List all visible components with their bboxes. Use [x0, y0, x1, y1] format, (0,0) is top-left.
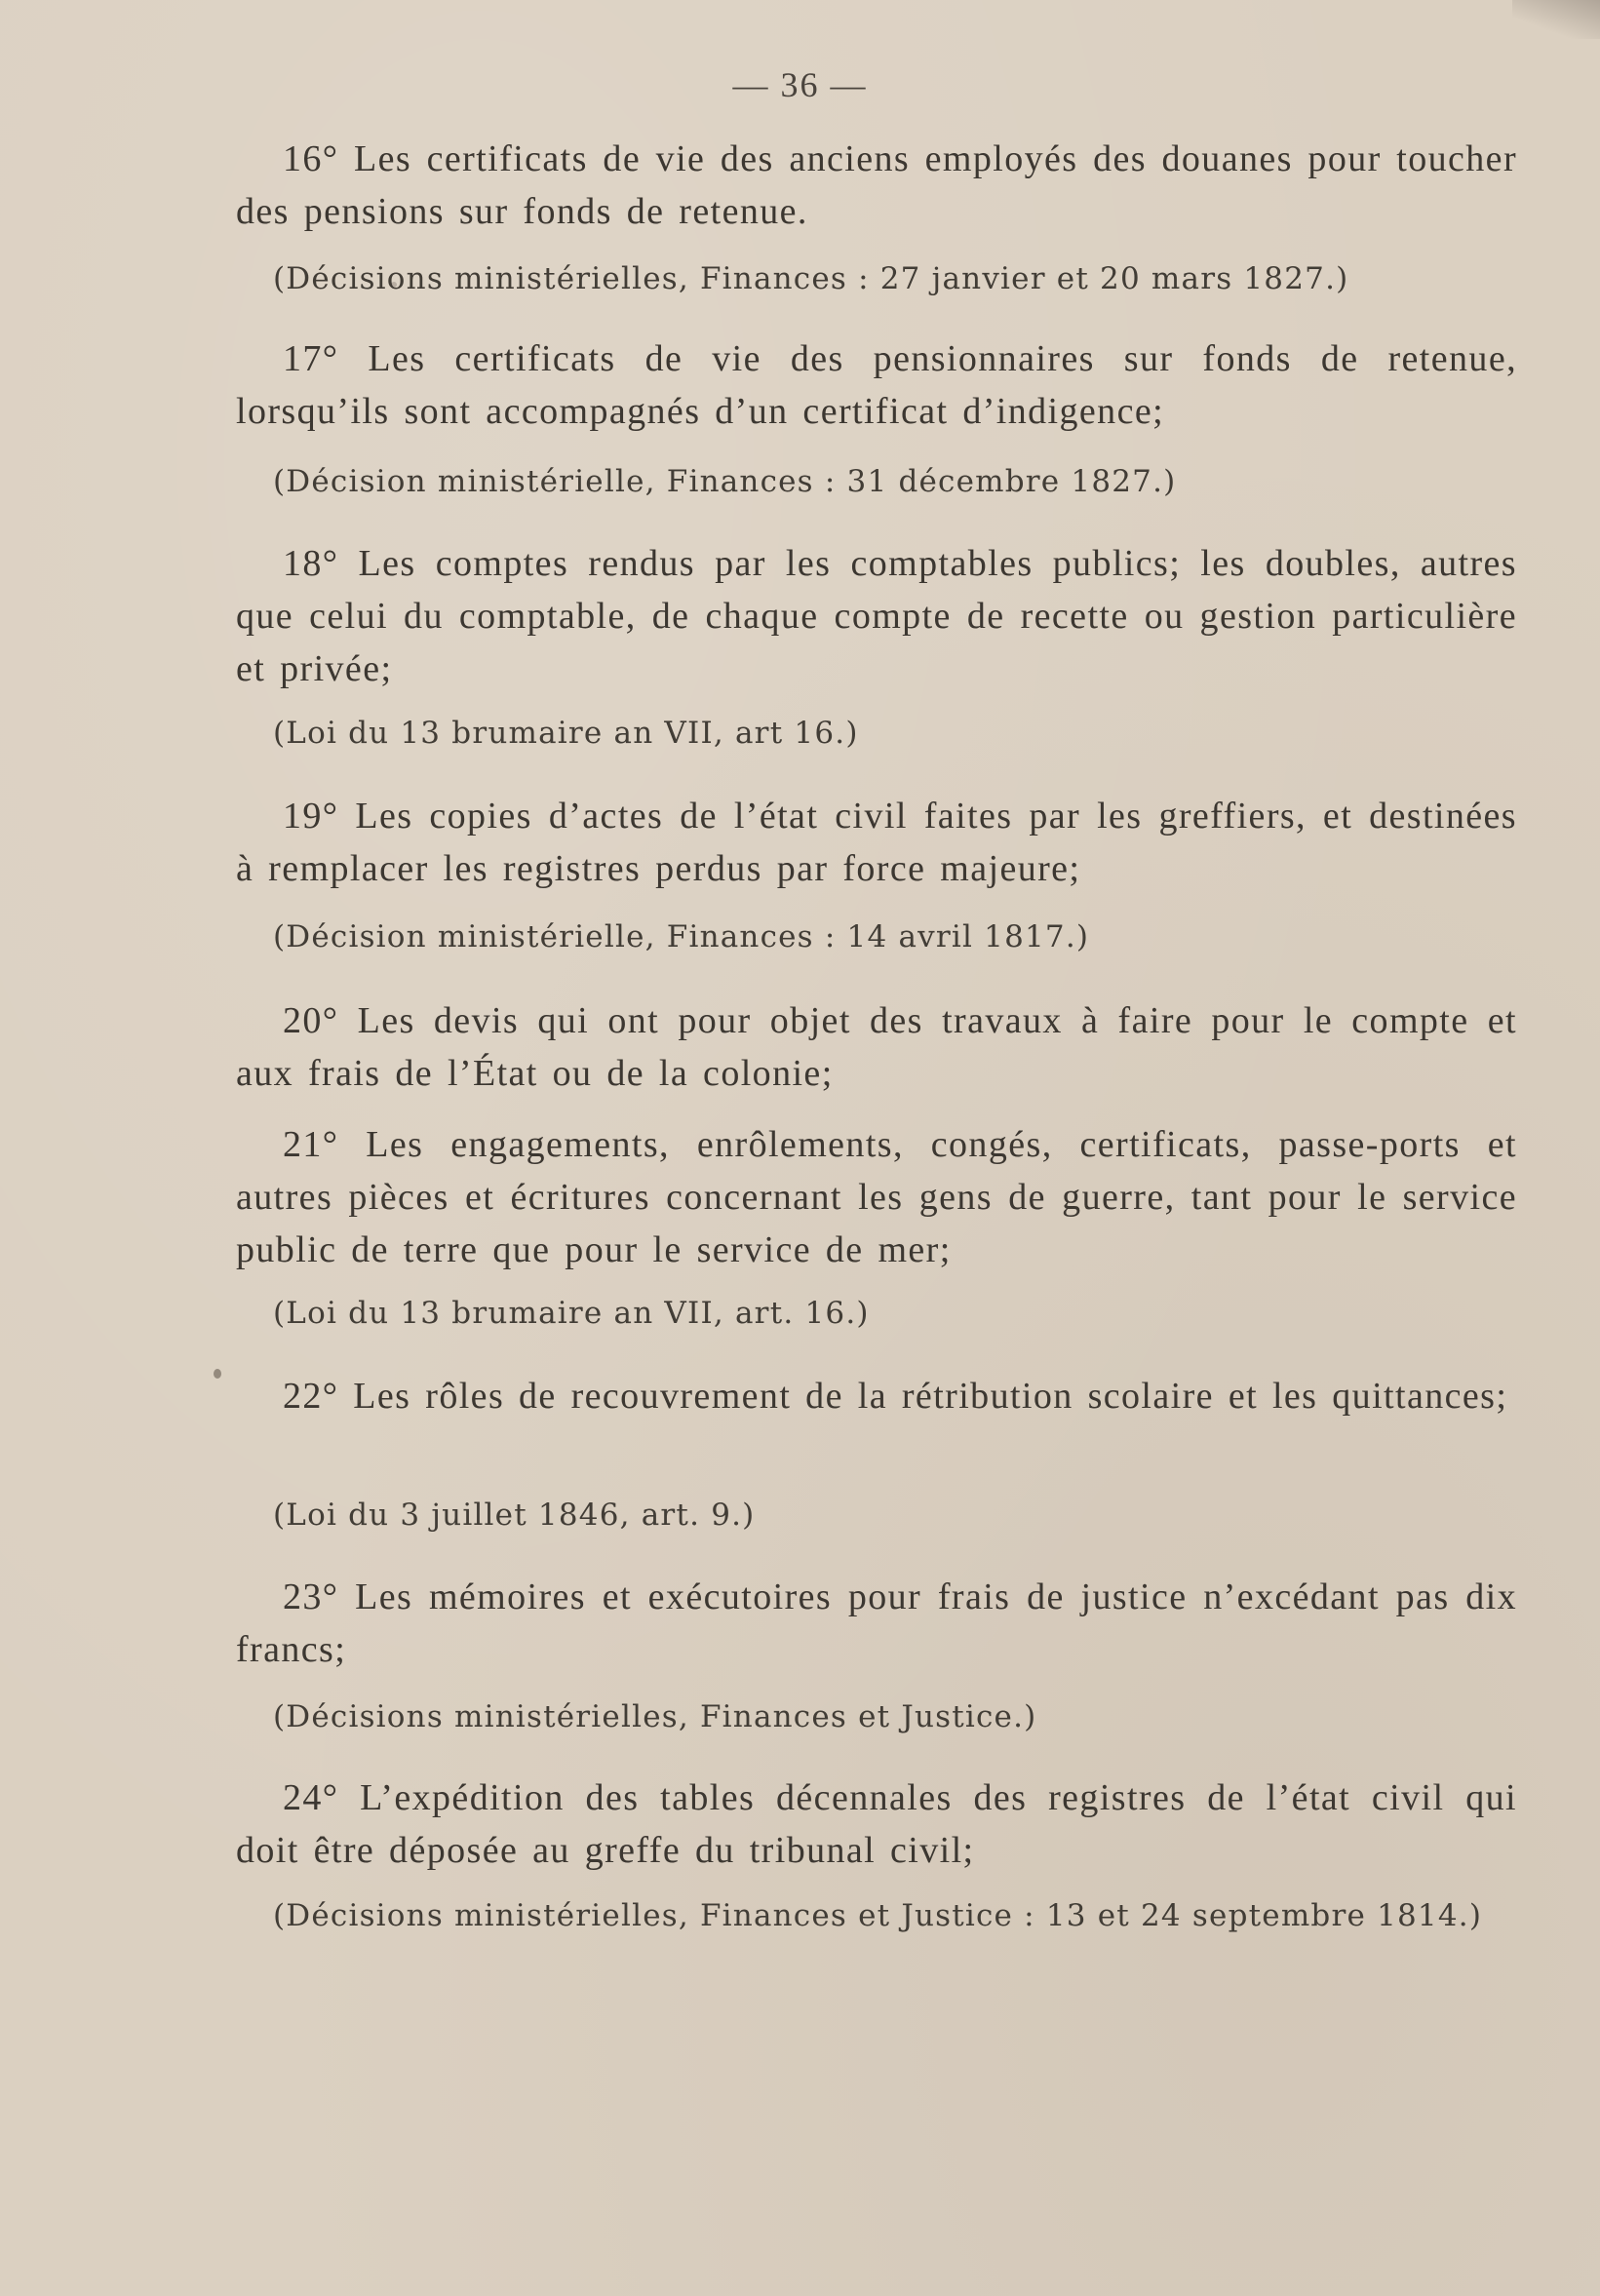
ink-spot — [214, 1369, 221, 1379]
entry-text: 16° Les certificats de vie des anciens employés des douanes pour toucher des pensions sur fonds de retenue. — [236, 138, 1517, 232]
entry-text: 24° L’expédition des tables décennales des registres de l’état civil qui doit être déposée au greffe du tribunal civil; — [236, 1777, 1517, 1871]
entry-reference: (Décisions ministérielles, Finances : 27 janvier et 20 mars 1827.) — [273, 261, 1349, 296]
entry-reference: (Décision ministérielle, Finances : 31 décembre 1827.) — [273, 464, 1177, 499]
entry-18-reference — [236, 714, 1517, 753]
page-number: — 36 — — [732, 65, 868, 104]
entry-22 — [236, 1370, 1517, 1422]
entry-20 — [236, 994, 1517, 1100]
entry-19-reference — [236, 917, 1517, 956]
entry-19 — [236, 790, 1517, 895]
entry-24 — [236, 1771, 1517, 1877]
entry-18 — [236, 537, 1517, 695]
entry-reference: (Loi du 13 brumaire an VII, art 16.) — [273, 716, 859, 751]
entry-text: 23° Les mémoires et exécutoires pour frais de justice n’excédant pas dix francs; — [236, 1576, 1517, 1670]
entry-23-reference — [236, 1697, 1517, 1736]
entry-text: 22° Les rôles de recouvrement de la rétribution scolaire et les quittances; — [283, 1376, 1508, 1417]
entry-22-reference — [236, 1496, 1517, 1535]
entry-text: 19° Les copies d’actes de l’état civil faites par les greffiers, et destinées à remplacer les registres perdus par force majeure; — [236, 796, 1517, 889]
entry-17 — [236, 332, 1517, 438]
entry-23 — [236, 1571, 1517, 1676]
entry-16 — [236, 133, 1517, 238]
entry-reference: (Décisions ministérielles, Finances et Justice.) — [273, 1699, 1037, 1734]
entry-21-reference — [236, 1294, 1517, 1333]
entry-text: 17° Les certificats de vie des pensionnaires sur fonds de retenue, lorsqu’ils sont accompagnés d’un certificat d’indigence; — [236, 338, 1517, 432]
entry-reference: (Loi du 3 juillet 1846, art. 9.) — [273, 1498, 756, 1533]
entry-reference: (Décisions ministérielles, Finances et Justice : 13 et 24 septembre 1814.) — [273, 1898, 1483, 1933]
entry-reference: (Loi du 13 brumaire an VII, art. 16.) — [273, 1296, 870, 1331]
entry-21 — [236, 1118, 1517, 1276]
entry-24-reference — [236, 1896, 1517, 1935]
entry-text: 21° Les engagements, enrôlements, congés, certificats, passe-ports et autres pièces et écritures concernant les gens de guerre, tant pour le service public de terre que pour le service de mer; — [236, 1124, 1517, 1270]
entry-16-reference — [236, 259, 1517, 298]
entry-text: 18° Les comptes rendus par les comptables publics; les doubles, autres que celui du comptable, de chaque compte de recette ou gestion particulière et privée; — [236, 543, 1517, 689]
entry-text: 20° Les devis qui ont pour objet des travaux à faire pour le compte et aux frais de l’État ou de la colonie; — [236, 1000, 1517, 1094]
entry-17-reference — [236, 462, 1517, 501]
entry-reference: (Décision ministérielle, Finances : 14 avril 1817.) — [273, 919, 1090, 954]
page-edge-shadow — [1512, 0, 1600, 39]
